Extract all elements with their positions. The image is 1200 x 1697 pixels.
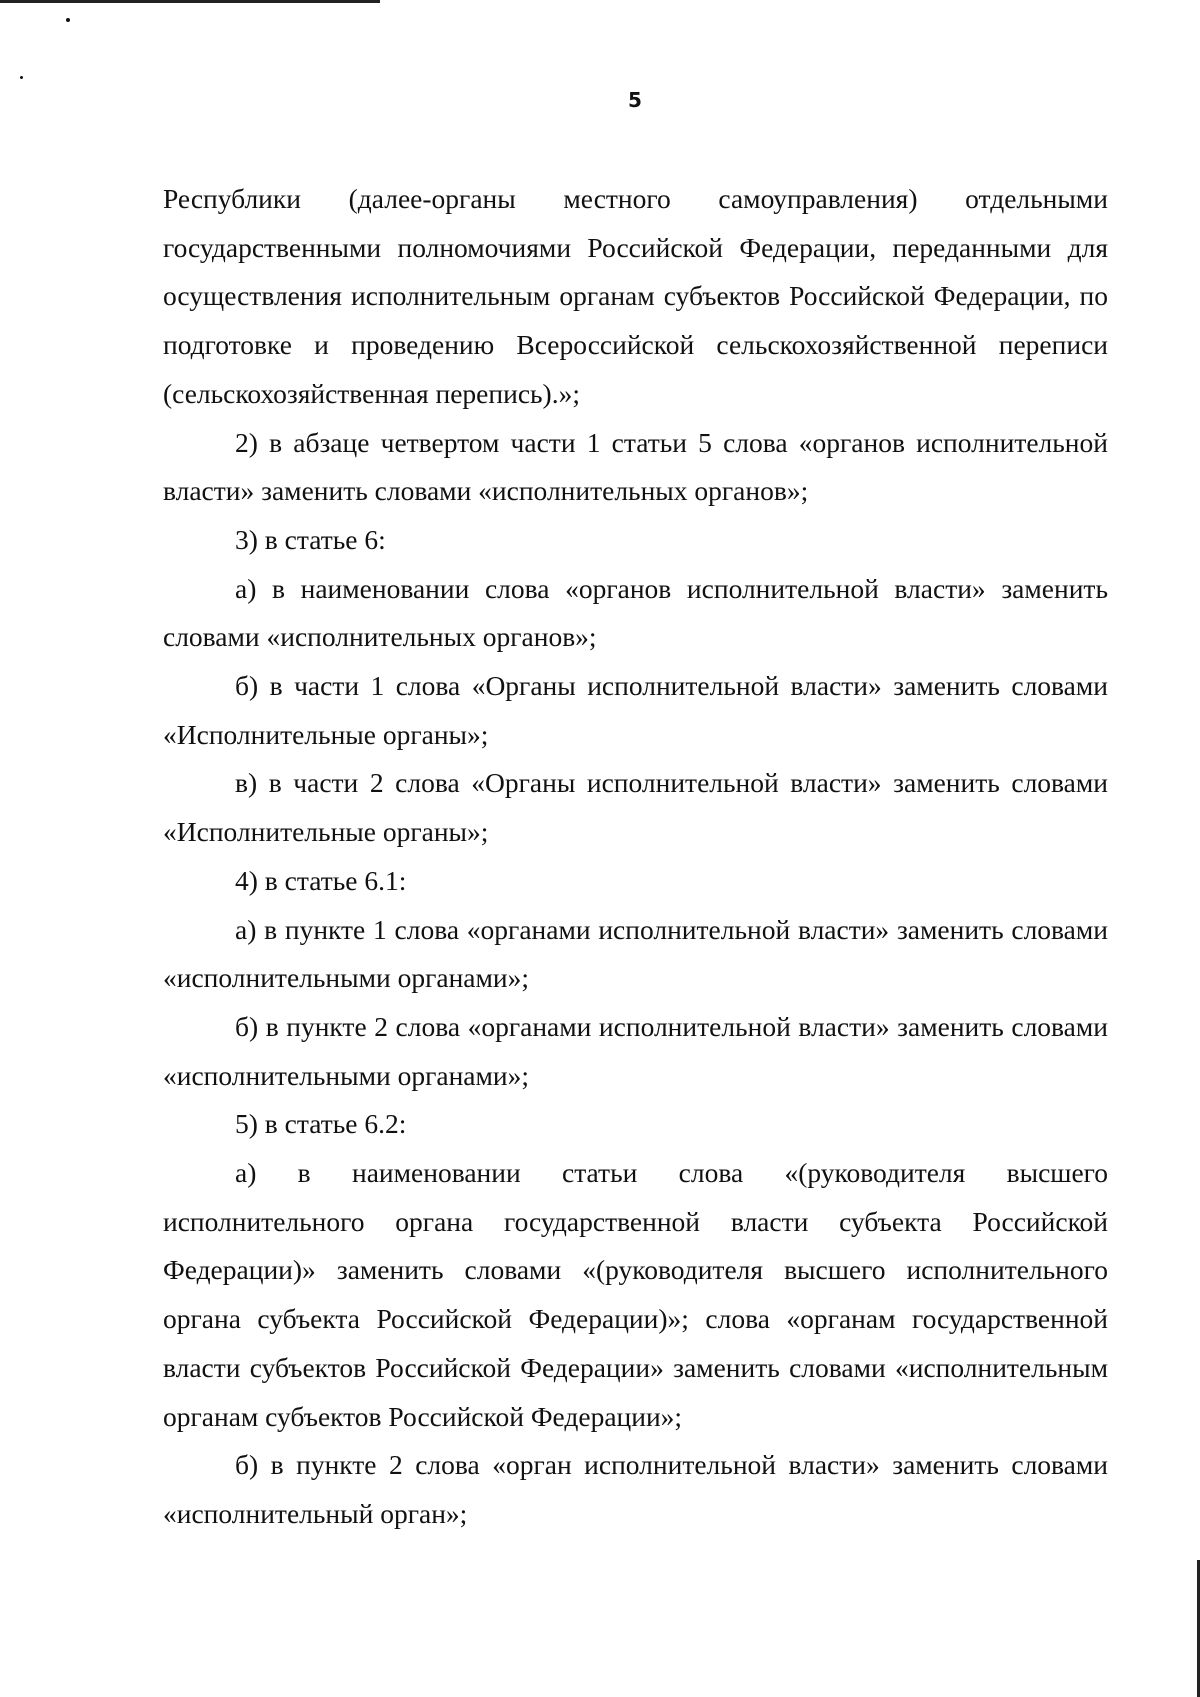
paragraph: 3) в статье 6: (235, 523, 386, 555)
scan-edge-line-top (0, 0, 380, 3)
paragraph: 2) в абзаце четвертом части 1 статьи 5 слова «органов исполнительной власти» заменить словами «исполнительных органов»; (163, 426, 1108, 507)
paragraph: 4) в статье 6.1: (235, 864, 407, 896)
page-number: 5 (628, 88, 642, 112)
scan-speck (20, 76, 23, 79)
paragraph: в) в части 2 слова «Органы исполнительной власти» заменить словами «Исполнительные органы»; (163, 767, 1108, 848)
paragraph: б) в части 1 слова «Органы исполнительной власти» заменить словами «Исполнительные органы»; (163, 670, 1108, 750)
paragraph: Республики (далее-органы местного самоуправления) отдельными государственными полномочиями Российской Федерации, переданными для осуществления исполнительным органам субъектов Российской Федерации, по подготовке и проведению Всероссийской сельскохозяйственной переписи (сельскохозяйственная перепись).»; (163, 183, 1108, 409)
scan-speck (66, 18, 70, 22)
paragraph: а) в наименовании слова «органов исполнительной власти» заменить словами «исполнительных органов»; (163, 572, 1108, 653)
paragraph: 5) в статье 6.2: (235, 1108, 407, 1140)
paragraph: а) в наименовании статьи слова «(руководителя высшего исполнительного органа государственной власти субъекта Российской Федерации)» заменить словами «(руководителя высшего исполнительного органа субъекта Российской Федерации)»; слова «органам государственной власти субъектов Российской Федерации» заменить словами «исполнительным органам субъектов Российской Федерации»; (163, 1157, 1108, 1432)
paragraph: а) в пункте 1 слова «органами исполнительной власти» заменить словами «исполнительными органами»; (163, 913, 1108, 994)
document-body (163, 175, 1108, 1539)
paragraph: б) в пункте 2 слова «орган исполнительной власти» заменить словами «исполнительный орган»; (163, 1449, 1108, 1529)
paragraph: б) в пункте 2 слова «органами исполнительной власти» заменить словами «исполнительными органами»; (163, 1010, 1108, 1091)
